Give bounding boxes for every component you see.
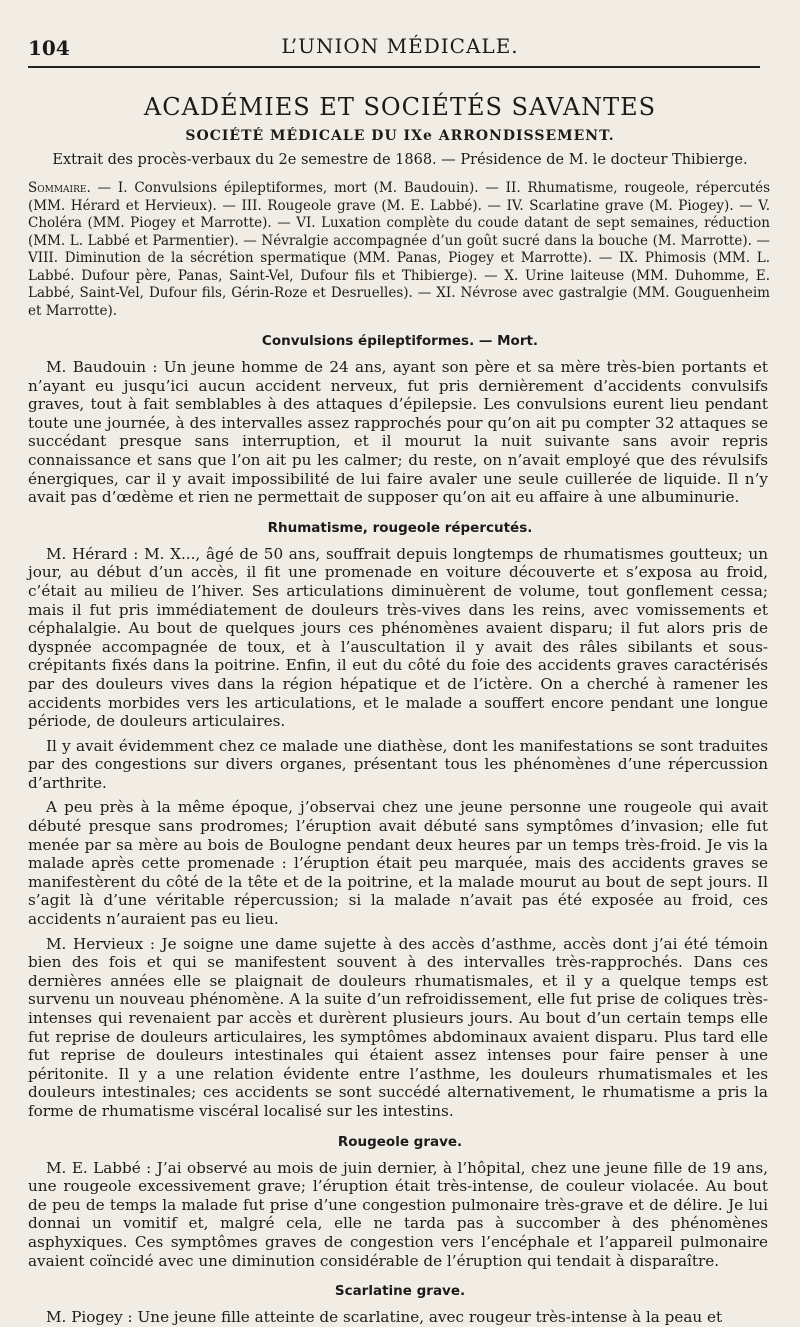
heading-scarlatine: Scarlatine grave.	[334, 1283, 466, 1300]
paragraph: M. Hérard : M. X..., âgé de 50 ans, souffrait depuis longtemps de rhumatismes goutteux; un jour, au début d’un accès, il fit une promenade en voiture découverte et s’exposa au froid, c’était au milieu de l’hiver. Ses articulations diminuèrent de volume, tout gonflement cessa; mais il fut pris immédiatement de douleurs très-vives dans les reins, avec vomissements et céphalalgie. Au bout de quelques jours ces phénomènes avaient disparu; il fut alors pris de dyspnée accompagnée de toux, et à l’auscultation il y avait des râles sibilants et sous-crépitants fixés dans la poitrine. Enfin, il eut du côté du foie des accidents graves caractérisés par des douleurs vives dans la région hépatique et de l’ictère. On a cherché à ramener les accidents morbides vers les articulations, et le malade a souffert encore pendant une longue période, de douleurs articulaires.	[28, 544, 768, 731]
paragraph: M. E. Labbé : J’ai observé au mois de juin dernier, à l’hôpital, chez une jeune fille de 19 ans, une rougeole excessivement grave; l’éruption était très-intense, de couleur violacée. Au bout de peu de temps la malade fut prise d’une congestion pulmonaire très-grave et de délire. Je lui donnai un vomitif et, malgré cela, elle ne tarda pas à succomber à des phénomènes asphyxiques. Ces symptômes graves de congestion vers l’encéphale et l’appareil pulmonaire avaient coïncidé avec une diminution considérable de l’éruption qui tendait à disparaître.	[28, 1158, 768, 1270]
summary	[28, 180, 770, 320]
running-head	[22, 22, 778, 62]
extract-line: Extrait des procès-verbaux du 2e semestre de 1868. — Présidence de M. le docteur Thibierge.	[52, 152, 748, 168]
paragraph: M. Piogey : Une jeune fille atteinte de scarlatine, avec rougeur très-intense à la peau et	[46, 1308, 723, 1327]
paragraph: Il y avait évidemment chez ce malade une diathèse, dont les manifestations se sont traduites par des congestions sur divers organes, présentant tous les phénomènes d’une répercussion d’arthrite.	[28, 736, 768, 792]
heading-rhumatisme: Rhumatisme, rougeole répercutés.	[267, 519, 533, 536]
summary-text: — I. Convulsions épileptiformes, mort (M. Baudouin). — II. Rhumatisme, rougeole, répercutés (MM. Hérard et Hervieux). — III. Rougeole grave (M. E. Labbé). — IV. Scarlatine grave (M. Piogey). — V. Choléra (MM. Piogey et Marrotte). — VI. Luxation complète du coude datant de sept semaines, réduction (MM. L. Labbé et Parmentier). — Névralgie accompagnée d’un goût sucré dans la bouche (M. Marrotte). — VIII. Diminution de la sécrétion spermatique (MM. Panas, Piogey et Marrotte). — IX. Phimosis (MM. L. Labbé. Dufour père, Panas, Saint-Vel, Dufour fils et Thibierge). — X. Urine laiteuse (MM. Duhomme, E. Labbé, Saint-Vel, Dufour fils, Gérin-Roze et Desruelles). — XI. Névrose avec gastralgie (MM. Gouguenheim et Marrotte).	[28, 180, 770, 319]
paragraph: A peu près à la même époque, j’observai chez une jeune personne une rougeole qui avait débuté presque sans prodromes; l’éruption avait débuté sans symptômes d’invasion; elle fut menée par sa mère au bois de Boulogne pendant deux heures par un temps très-froid. Je vis la malade après cette promenade : l’éruption était peu marquée, mais des accidents graves se manifestèrent du côté de la tête et de la poitrine, et la malade mourut au bout de sept jours. Il s’agit là d’une véritable répercussion; si la malade n’avait pas été exposée au froid, ces accidents n’auraient pas eu lieu.	[28, 798, 768, 929]
journal-title: L’UNION MÉDICALE.	[281, 34, 519, 58]
paragraph: M. Baudouin : Un jeune homme de 24 ans, ayant son père et sa mère très-bien portants et n’ayant eu jusqu’ici aucun accident nerveux, fut pris dernièrement d’accidents convulsifs graves, tout à fait semblables à des attaques d’épilepsie. Les convulsions eurent lieu pendant toute une journée, à des intervalles assez rapprochés pour qu’on ait pu compter 32 attaques se succédant presque sans interruption, et il mourut la nuit suivante sans avoir repris connaissance et sans que l’on ait pu les calmer; du reste, on n’avait employé que des révulsifs énergiques, car il y avait impossibilité de lui faire avaler une seule cuillerée de liquide. Il n’y avait pas d’œdème et rien ne permettait de supposer qu’on ait eu affaire à une albuminurie.	[28, 358, 768, 507]
header-rule	[28, 66, 760, 68]
page-number: 104	[28, 36, 70, 60]
paragraph: M. Hervieux : Je soigne une dame sujette à des accès d’asthme, accès dont j’ai été témoin bien des fois et qui se manifestent souvent à des intervalles très-rapprochés. Dans ces dernières années elle se plaignait de douleurs rhumatismales, et il y a quelque temps est survenu un nouveau phénomène. A la suite d’un refroidissement, elle fut prise de coliques très-intenses qui revenaient par accès et durèrent plusieurs jours. Au bout d’un certain temps elle fut reprise de douleurs articulaires, les symptômes abdominaux avaient disparu. Plus tard elle fut reprise de douleurs intestinales qui étaient assez intenses pour faire penser à une péritonite. Il y a une relation évidente entre l’asthme, les douleurs rhumatismales et les douleurs intestinales; ces accidents se sont succédé alternativement, le rhumatisme a pris la forme de rhumatisme viscéral localisé sur les intestins.	[28, 934, 768, 1120]
heading-convulsions: Convulsions épileptiformes. — Mort.	[261, 333, 539, 349]
society-heading: SOCIÉTÉ MÉDICALE DU IXe ARRONDISSEMENT.	[185, 128, 615, 144]
heading-rougeole: Rougeole grave.	[337, 1133, 463, 1150]
section-title: ACADÉMIES ET SOCIÉTÉS SAVANTES	[143, 93, 657, 121]
summary-label: Sommaire.	[28, 180, 91, 196]
